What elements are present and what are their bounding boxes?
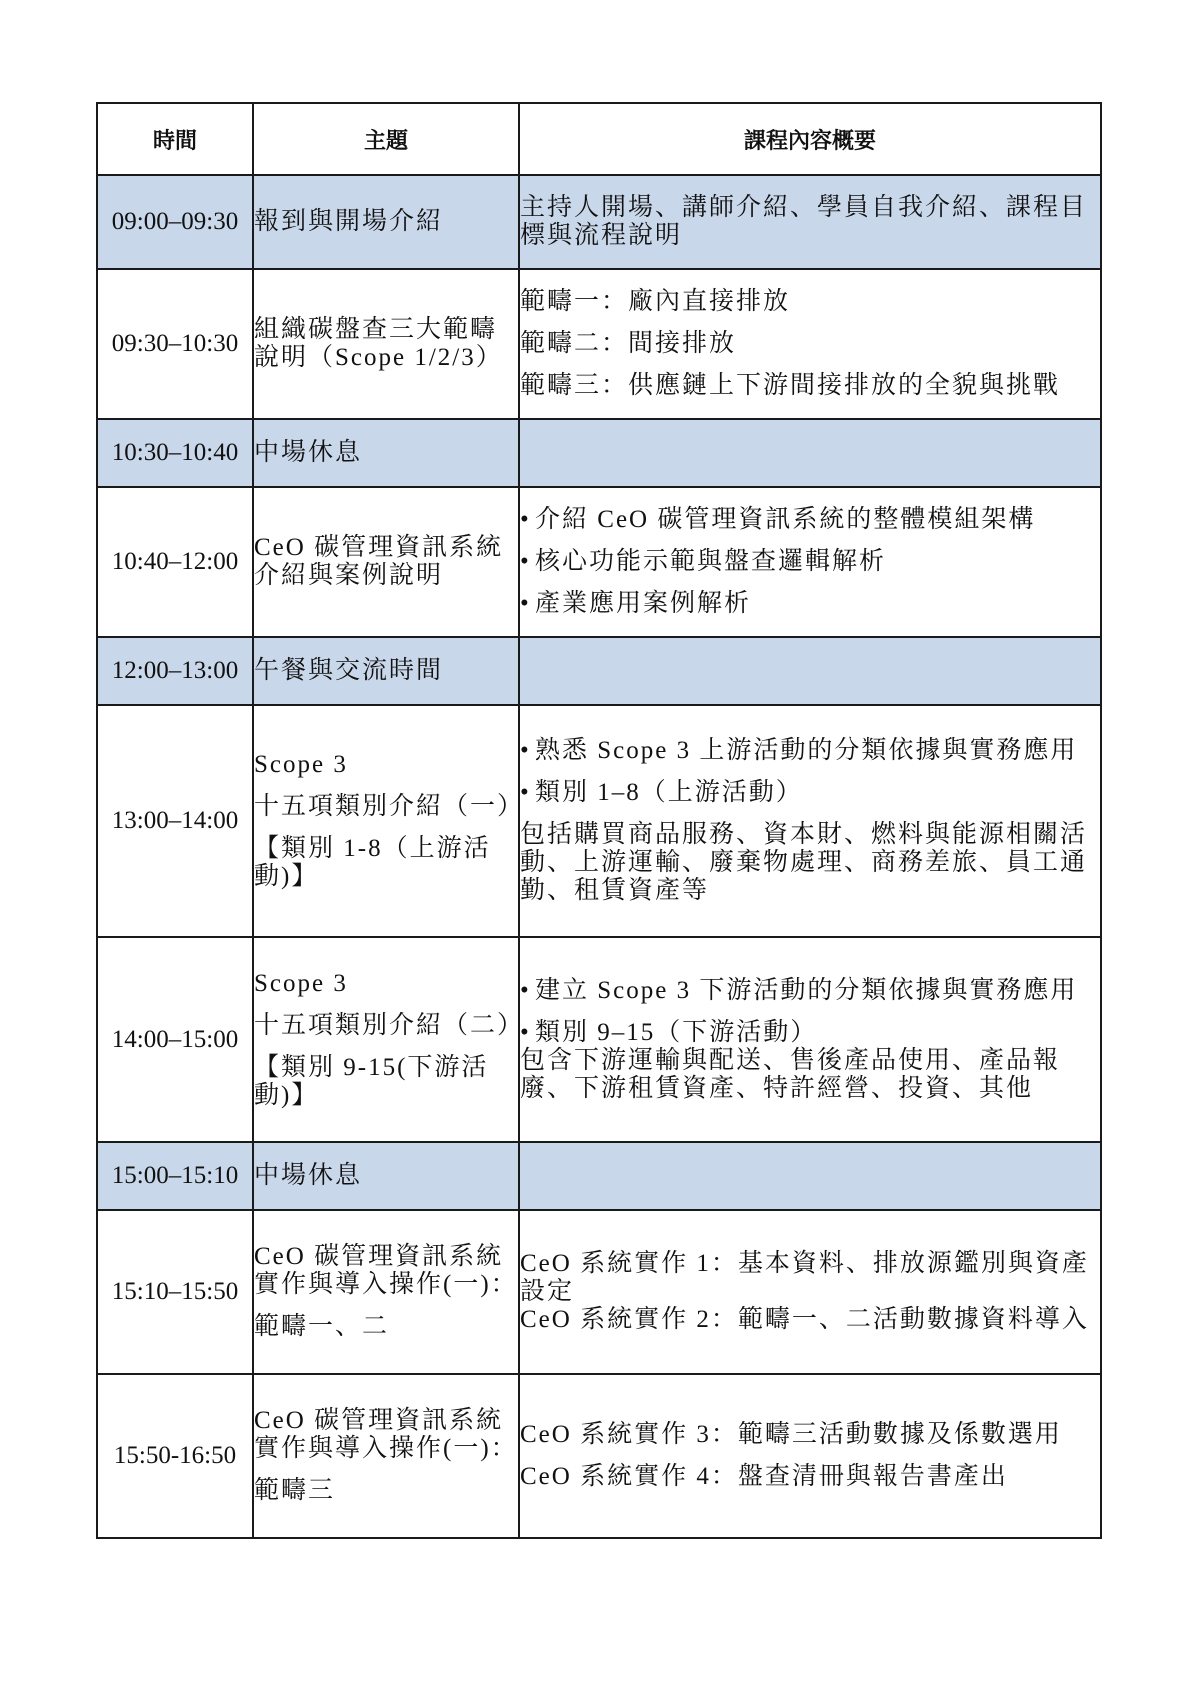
table-row <box>97 1142 1101 1210</box>
table-row <box>97 1374 1101 1538</box>
topic-line: 中場休息 <box>254 1162 363 1189</box>
content-cell <box>519 1210 1101 1374</box>
content-cell <box>519 1142 1101 1210</box>
topic-cell <box>253 175 519 269</box>
time-cell: 12:00–13:00 <box>97 637 253 705</box>
table-row <box>97 637 1101 705</box>
topic-line: Scope 3 <box>254 751 348 778</box>
content-bullet: • 介紹 CeO 碳管理資訊系統的整體模組架構 <box>520 506 1100 534</box>
topic-cell <box>253 1142 519 1210</box>
topic-line: 範疇一、二 <box>254 1313 390 1340</box>
topic-line: 【類別 1-8（上游活動)】 <box>254 835 491 890</box>
topic-line: 午餐與交流時間 <box>254 657 444 684</box>
content-line: CeO 系統實作 4：盤查清冊與報告書產出 <box>520 1463 1008 1490</box>
course-schedule-table <box>96 102 1102 1539</box>
topic-line: 【類別 9-15(下游活動)】 <box>254 1053 489 1109</box>
time-cell: 09:00–09:30 <box>97 175 253 269</box>
content-line: 主持人開場、講師介紹、學員自我介紹、課程目標與流程說明 <box>520 194 1088 249</box>
topic-line: 中場休息 <box>254 439 363 466</box>
content-cell <box>519 269 1101 419</box>
table-row <box>97 705 1101 937</box>
topic-line: 十五項類別介紹（二） <box>254 1011 525 1039</box>
content-line: 範疇二：間接排放 <box>520 330 737 357</box>
table-row <box>97 1210 1101 1374</box>
content-line: CeO 系統實作 1：基本資料、排放源鑑別與資產設定 <box>520 1250 1089 1305</box>
content-bullet: • 建立 Scope 3 下游活動的分類依據與實務應用 <box>520 977 1100 1005</box>
time-cell: 15:50-16:50 <box>97 1374 253 1538</box>
content-cell <box>519 175 1101 269</box>
topic-line: 組織碳盤查三大範疇說明（Scope 1/2/3） <box>254 316 503 371</box>
time-cell: 10:40–12:00 <box>97 487 253 637</box>
topic-line: CeO 碳管理資訊系統介紹與案例說明 <box>254 534 504 589</box>
content-cell <box>519 419 1101 487</box>
topic-cell <box>253 487 519 637</box>
topic-line: 範疇三 <box>254 1477 336 1504</box>
header-time: 時間 <box>97 103 253 175</box>
time-cell: 10:30–10:40 <box>97 419 253 487</box>
content-cell <box>519 487 1101 637</box>
content-cell <box>519 937 1101 1142</box>
time-cell: 14:00–15:00 <box>97 937 253 1142</box>
content-cell <box>519 1374 1101 1538</box>
content-line: CeO 系統實作 2：範疇一、二活動數據資料導入 <box>520 1306 1089 1333</box>
time-cell: 13:00–14:00 <box>97 705 253 937</box>
table-row <box>97 487 1101 637</box>
content-bullet: • 產業應用案例解析 <box>520 590 1100 618</box>
content-line: CeO 系統實作 3：範疇三活動數據及係數選用 <box>520 1421 1062 1448</box>
time-cell: 15:10–15:50 <box>97 1210 253 1374</box>
topic-cell <box>253 1374 519 1538</box>
table-row <box>97 419 1101 487</box>
time-cell: 15:00–15:10 <box>97 1142 253 1210</box>
content-cell <box>519 705 1101 937</box>
header-topic: 主題 <box>253 103 519 175</box>
content-line: 包括購買商品服務、資本財、燃料與能源相關活動、上游運輸、廢棄物處理、商務差旅、員工通勤、租賃資產等 <box>520 821 1088 904</box>
content-bullet: • 類別 9–15（下游活動） <box>520 1019 1100 1047</box>
topic-cell <box>253 1210 519 1374</box>
topic-line: CeO 碳管理資訊系統實作與導入操作(一)： <box>254 1243 518 1298</box>
topic-line: 報到與開場介紹 <box>254 208 444 235</box>
topic-cell <box>253 637 519 705</box>
content-bullet: • 類別 1–8（上游活動） <box>520 779 1100 807</box>
topic-line: CeO 碳管理資訊系統實作與導入操作(一)： <box>254 1407 518 1462</box>
header-row <box>97 103 1101 175</box>
table-row <box>97 269 1101 419</box>
topic-cell <box>253 269 519 419</box>
table-row <box>97 937 1101 1142</box>
content-line: 包含下游運輸與配送、售後產品使用、產品報廢、下游租賃資產、特許經營、投資、其他 <box>520 1046 1061 1102</box>
content-bullet: • 核心功能示範與盤查邏輯解析 <box>520 548 1100 576</box>
header-content: 課程內容概要 <box>519 103 1101 175</box>
topic-cell <box>253 419 519 487</box>
content-bullet: • 熟悉 Scope 3 上游活動的分類依據與實務應用 <box>520 737 1100 765</box>
content-line: 範疇一：廠內直接排放 <box>520 288 791 315</box>
content-line: 範疇三：供應鏈上下游間接排放的全貌與挑戰 <box>520 372 1061 399</box>
topic-cell <box>253 937 525 1142</box>
table-row <box>97 175 1101 269</box>
content-cell <box>519 637 1101 705</box>
topic-cell <box>253 705 525 937</box>
topic-line: Scope 3 <box>254 969 348 997</box>
topic-line: 十五項類別介紹（一） <box>254 793 525 820</box>
time-cell: 09:30–10:30 <box>97 269 253 419</box>
